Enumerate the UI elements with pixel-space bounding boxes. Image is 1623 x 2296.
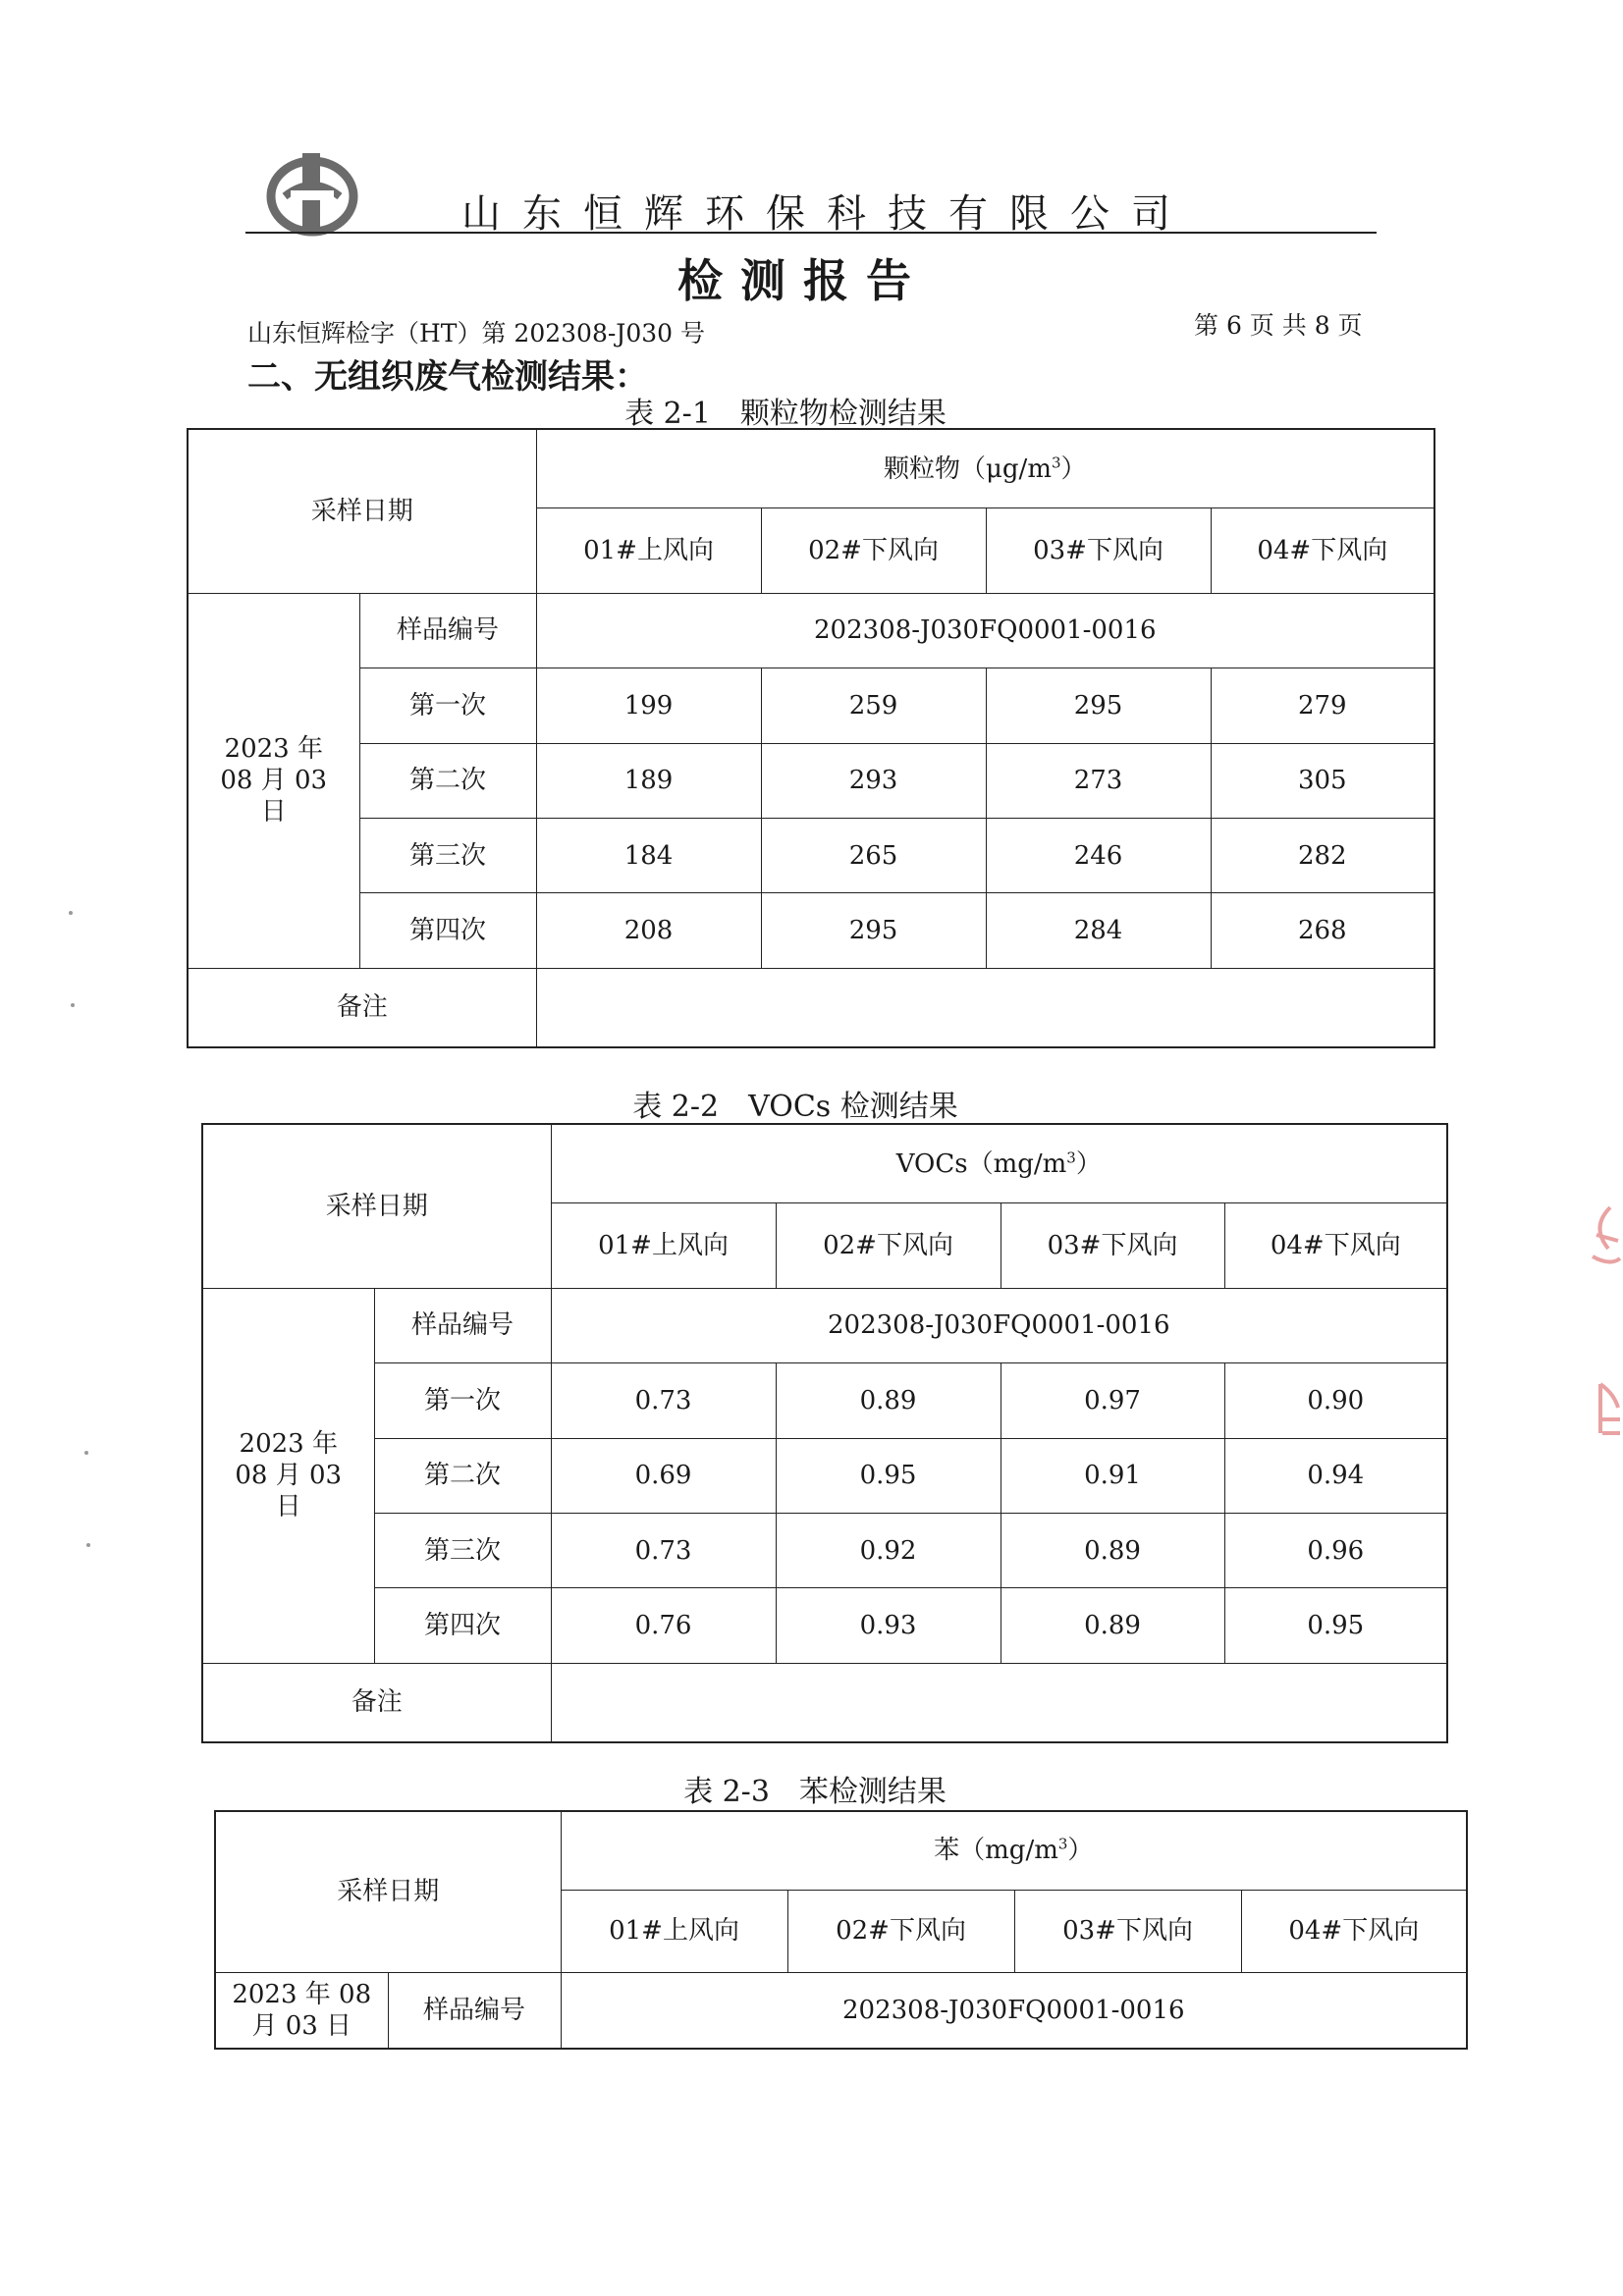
value-cell: 189 (536, 743, 761, 818)
value-cell: 208 (536, 893, 761, 968)
value-cell: 0.95 (1224, 1588, 1447, 1663)
scan-speck (86, 1543, 90, 1547)
date-header: 采样日期 (202, 1124, 551, 1288)
sample-number-label: 样品编号 (388, 1972, 561, 2049)
location-header: 04#下风向 (1241, 1890, 1467, 1972)
location-header: 03#下风向 (1001, 1203, 1224, 1289)
location-header: 01#上风向 (551, 1203, 776, 1289)
section-title: 二、无组织废气检测结果： (247, 357, 648, 397)
location-header: 01#上风向 (536, 508, 761, 594)
value-cell: 0.89 (1001, 1588, 1224, 1663)
value-cell: 199 (536, 668, 761, 743)
sample-number-label: 样品编号 (359, 593, 536, 667)
location-header: 02#下风向 (776, 1203, 1001, 1289)
run-label: 第二次 (374, 1438, 551, 1513)
scan-speck (71, 1003, 75, 1007)
value-cell: 184 (536, 819, 761, 893)
value-cell: 0.89 (1001, 1514, 1224, 1588)
value-cell: 268 (1211, 893, 1434, 968)
value-cell: 293 (761, 743, 986, 818)
parameter-header: 颗粒物$(\mu g/m^3)$ (536, 429, 1434, 508)
stamp-mark-icon (1581, 1198, 1623, 1492)
value-cell: 0.73 (551, 1363, 776, 1438)
report-number: 山东恒辉检字（HT）第 202308-J030 号 (247, 319, 705, 347)
run-label: 第四次 (359, 893, 536, 968)
value-cell: 0.89 (776, 1363, 1001, 1438)
benzene-table (214, 1810, 1468, 2050)
value-cell: 0.96 (1224, 1514, 1447, 1588)
value-cell: 246 (986, 819, 1211, 893)
value-cell: 0.69 (551, 1438, 776, 1513)
value-cell: 284 (986, 893, 1211, 968)
table-caption: 表 2-3 苯检测结果 (683, 1775, 947, 1809)
run-label: 第一次 (374, 1363, 551, 1438)
sample-number: 202308-J030FQ0001-0016 (536, 593, 1434, 667)
location-header: 04#下风向 (1211, 508, 1434, 594)
location-header: 04#下风向 (1224, 1203, 1447, 1289)
sampling-date: 2023 年 08 月 03 日 (188, 593, 359, 968)
value-cell: 265 (761, 819, 986, 893)
value-cell: 295 (761, 893, 986, 968)
value-cell: 282 (1211, 819, 1434, 893)
date-header: 采样日期 (215, 1811, 561, 1972)
company-logo-icon (263, 145, 361, 240)
value-cell: 0.91 (1001, 1438, 1224, 1513)
value-cell: 259 (761, 668, 986, 743)
value-cell: 295 (986, 668, 1211, 743)
run-label: 第四次 (374, 1588, 551, 1663)
value-cell: 0.73 (551, 1514, 776, 1588)
report-title: 检测报告 (677, 254, 929, 307)
sample-number: 202308-J030FQ0001-0016 (561, 1972, 1467, 2049)
value-cell: 0.95 (776, 1438, 1001, 1513)
location-header: 02#下风向 (761, 508, 986, 594)
table-caption: 表 2-1 颗粒物检测结果 (624, 397, 947, 431)
location-header: 03#下风向 (1014, 1890, 1241, 1972)
scan-speck (84, 1451, 88, 1455)
company-name: 山东恒辉环保科技有限公司 (461, 191, 1192, 237)
location-header: 01#上风向 (561, 1890, 787, 1972)
parameter-header: 苯$(mg/m^3)$ (561, 1811, 1467, 1890)
value-cell: 0.90 (1224, 1363, 1447, 1438)
value-cell: 0.76 (551, 1588, 776, 1663)
value-cell: 0.97 (1001, 1363, 1224, 1438)
sample-number-label: 样品编号 (374, 1288, 551, 1362)
sampling-date: 2023 年 08 月 03 日 (215, 1972, 388, 2049)
sample-number: 202308-J030FQ0001-0016 (551, 1288, 1447, 1362)
run-label: 第三次 (374, 1514, 551, 1588)
page-indicator: 第 6 页 共 8 页 (1194, 311, 1363, 340)
value-cell: 0.94 (1224, 1438, 1447, 1513)
location-header: 03#下风向 (986, 508, 1211, 594)
value-cell: 0.93 (776, 1588, 1001, 1663)
location-header: 02#下风向 (787, 1890, 1014, 1972)
remark-label: 备注 (202, 1663, 551, 1742)
value-cell: 279 (1211, 668, 1434, 743)
parameter-header: $VOCs(mg/m^3)$ (551, 1124, 1447, 1203)
run-label: 第二次 (359, 743, 536, 818)
scan-speck (69, 911, 73, 915)
particulate-table (187, 428, 1435, 1048)
remark-value (551, 1663, 1447, 1742)
sampling-date: 2023 年 08 月 03 日 (202, 1288, 374, 1663)
value-cell: 305 (1211, 743, 1434, 818)
table-caption: 表 2-2 VOCs 检测结果 (632, 1090, 958, 1124)
header-rule (245, 232, 1377, 234)
vocs-table (201, 1123, 1448, 1743)
value-cell: 0.92 (776, 1514, 1001, 1588)
remark-value (536, 968, 1434, 1047)
remark-label: 备注 (188, 968, 536, 1047)
run-label: 第三次 (359, 819, 536, 893)
value-cell: 273 (986, 743, 1211, 818)
run-label: 第一次 (359, 668, 536, 743)
date-header: 采样日期 (188, 429, 536, 593)
